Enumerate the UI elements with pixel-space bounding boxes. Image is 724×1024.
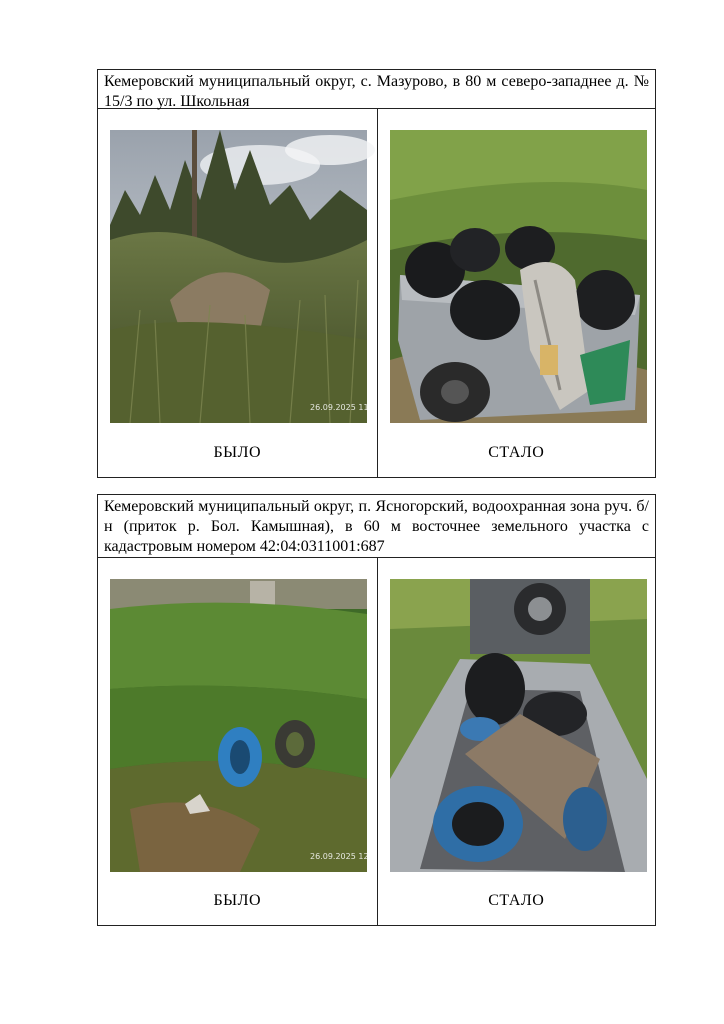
before-caption: БЫЛО xyxy=(213,444,262,461)
before-photo xyxy=(110,130,382,423)
after-caption: СТАЛО xyxy=(488,892,545,909)
photo-row xyxy=(98,109,655,477)
photo-timestamp: 26.09.2025 12:30 xyxy=(310,852,382,861)
before-photo xyxy=(110,579,382,872)
after-caption: СТАЛО xyxy=(488,444,545,461)
photo-timestamp: 26.09.2025 11:39 xyxy=(310,403,382,412)
cleanup-table-2 xyxy=(97,494,656,926)
photo-row xyxy=(98,558,655,925)
before-cell xyxy=(98,109,382,477)
before-cell xyxy=(98,558,382,925)
cleanup-table-1 xyxy=(97,69,656,478)
after-cell xyxy=(377,109,656,477)
after-photo xyxy=(390,579,647,872)
location-description: Кемеровский муниципальный округ, п. Ясногорский, водоохранная зона руч. б/н (приток р. Бол. Камышная), в 60 м восточнее земельного участка с кадастровым номером 42:04:0311001:687 xyxy=(98,495,655,558)
after-cell xyxy=(377,558,656,925)
after-photo xyxy=(390,130,647,423)
before-caption: БЫЛО xyxy=(213,892,262,909)
location-description: Кемеровский муниципальный округ, с. Мазурово, в 80 м северо-западнее д. № 15/3 по ул. Школьная xyxy=(98,70,655,109)
